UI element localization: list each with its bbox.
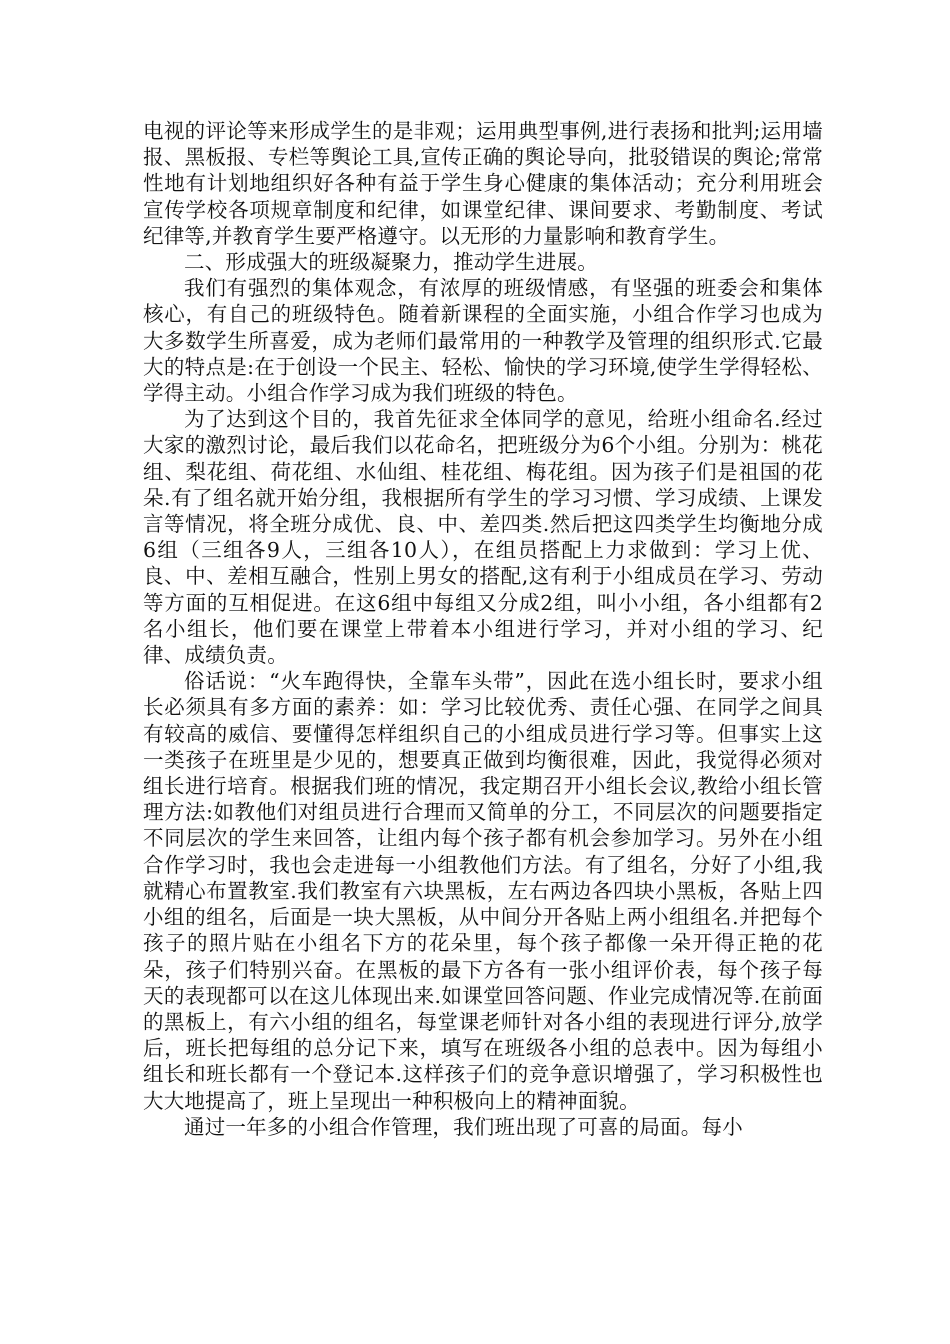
paragraph: 俗话说：“火车跑得快，全靠车头带”，因此在选小组长时，要求小组长必须具有多方面的素养：如：学习比较优秀、责任心强、在同学之间具有较高的威信、要懂得怎样组织自己的小组成员进行学习等。但事实上这一类孩子在班里是少见的，想要真正做到均衡很难，因此，我觉得必须对组长进行培育。根据我们班的情况，我定期召开小组长会议,教给小组长管理方法:如教他们对组员进行合理而又简单的分工，不同层次的问题要指定不同层次的学生来回答，让组内每个孩子都有机会参加学习。另外在小组合作学习时，我也会走进每一小组教他们方法。有了组名，分好了小组,我就精心布置教室.我们教室有六块黑板，左右两边各四块小黑板，各贴上四小组的组名，后面是一块大黑板，从中间分开各贴上两小组组名.并把每个孩子的照片贴在小组名下方的花朵里，每个孩子都像一朵开得正艳的花朵，孩子们特别兴奋。在黑板的最下方各有一张小组评价表，每个孩子每天的表现都可以在这儿体现出来.如课堂回答问题、作业完成情况等.在前面的黑板上，有六小组的组名，每堂课老师针对各小组的表现进行评分,放学后，班长把每组的总分记下来，填写在班级各小组的总表中。因为每组小组长和班长都有一个登记本.这样孩子们的竞争意识增强了，学习积极性也大大地提高了，班上呈现出一种积极向上的精神面貌。 [143, 669, 823, 1113]
section-heading: 二、形成强大的班级凝聚力，推动学生进展。 [184, 250, 598, 275]
paragraph: 为了达到这个目的，我首先征求全体同学的意见，给班小组命名.经过大家的激烈讨论，最后我们以花命名，把班级分为6个小组。分别为：桃花组、梨花组、荷花组、水仙组、桂花组、梅花组。因为孩子们是祖国的花朵.有了组名就开始分组，我根据所有学生的学习习惯、学习成绩、上课发言等情况，将全班分成优、良、中、差四类.然后把这四类学生均衡地分成6组（三组各9人，三组各10人），在组员搭配上力求做到：学习上优、良、中、差相互融合，性别上男女的搭配,这有利于小组成员在学习、劳动等方面的互相促进。在这6组中每组又分成2组，叫小小组，各小组都有2名小组长，他们要在课堂上带着本小组进行学习，并对小组的学习、纪律、成绩负责。 [143, 407, 823, 668]
paragraph: 通过一年多的小组合作管理，我们班出现了可喜的局面。每小 [184, 1114, 743, 1139]
paragraph: 我们有强烈的集体观念，有浓厚的班级情感，有坚强的班委会和集体核心，有自己的班级特色。随着新课程的全面实施，小组合作学习也成为大多数学生所喜爱，成为老师们最常用的一种教学及管理的组织形式.它最大的特点是:在于创设一个民主、轻松、愉快的学习环境,使学生学得轻松、学得主动。小组合作学习成为我们班级的特色。 [143, 276, 823, 406]
document-body [143, 118, 823, 1140]
paragraph-continued: 电视的评论等来形成学生的是非观；运用典型事例,进行表扬和批判;运用墙报、黑板报、专栏等舆论工具,宣传正确的舆论导向，批驳错误的舆论;常常性地有计划地组织好各种有益于学生身心健康的集体活动；充分利用班会宣传学校各项规章制度和纪律，如课堂纪律、课间要求、考勤制度、考试纪律等,并教育学生要严格遵守。以无形的力量影响和教育学生。 [143, 119, 823, 248]
